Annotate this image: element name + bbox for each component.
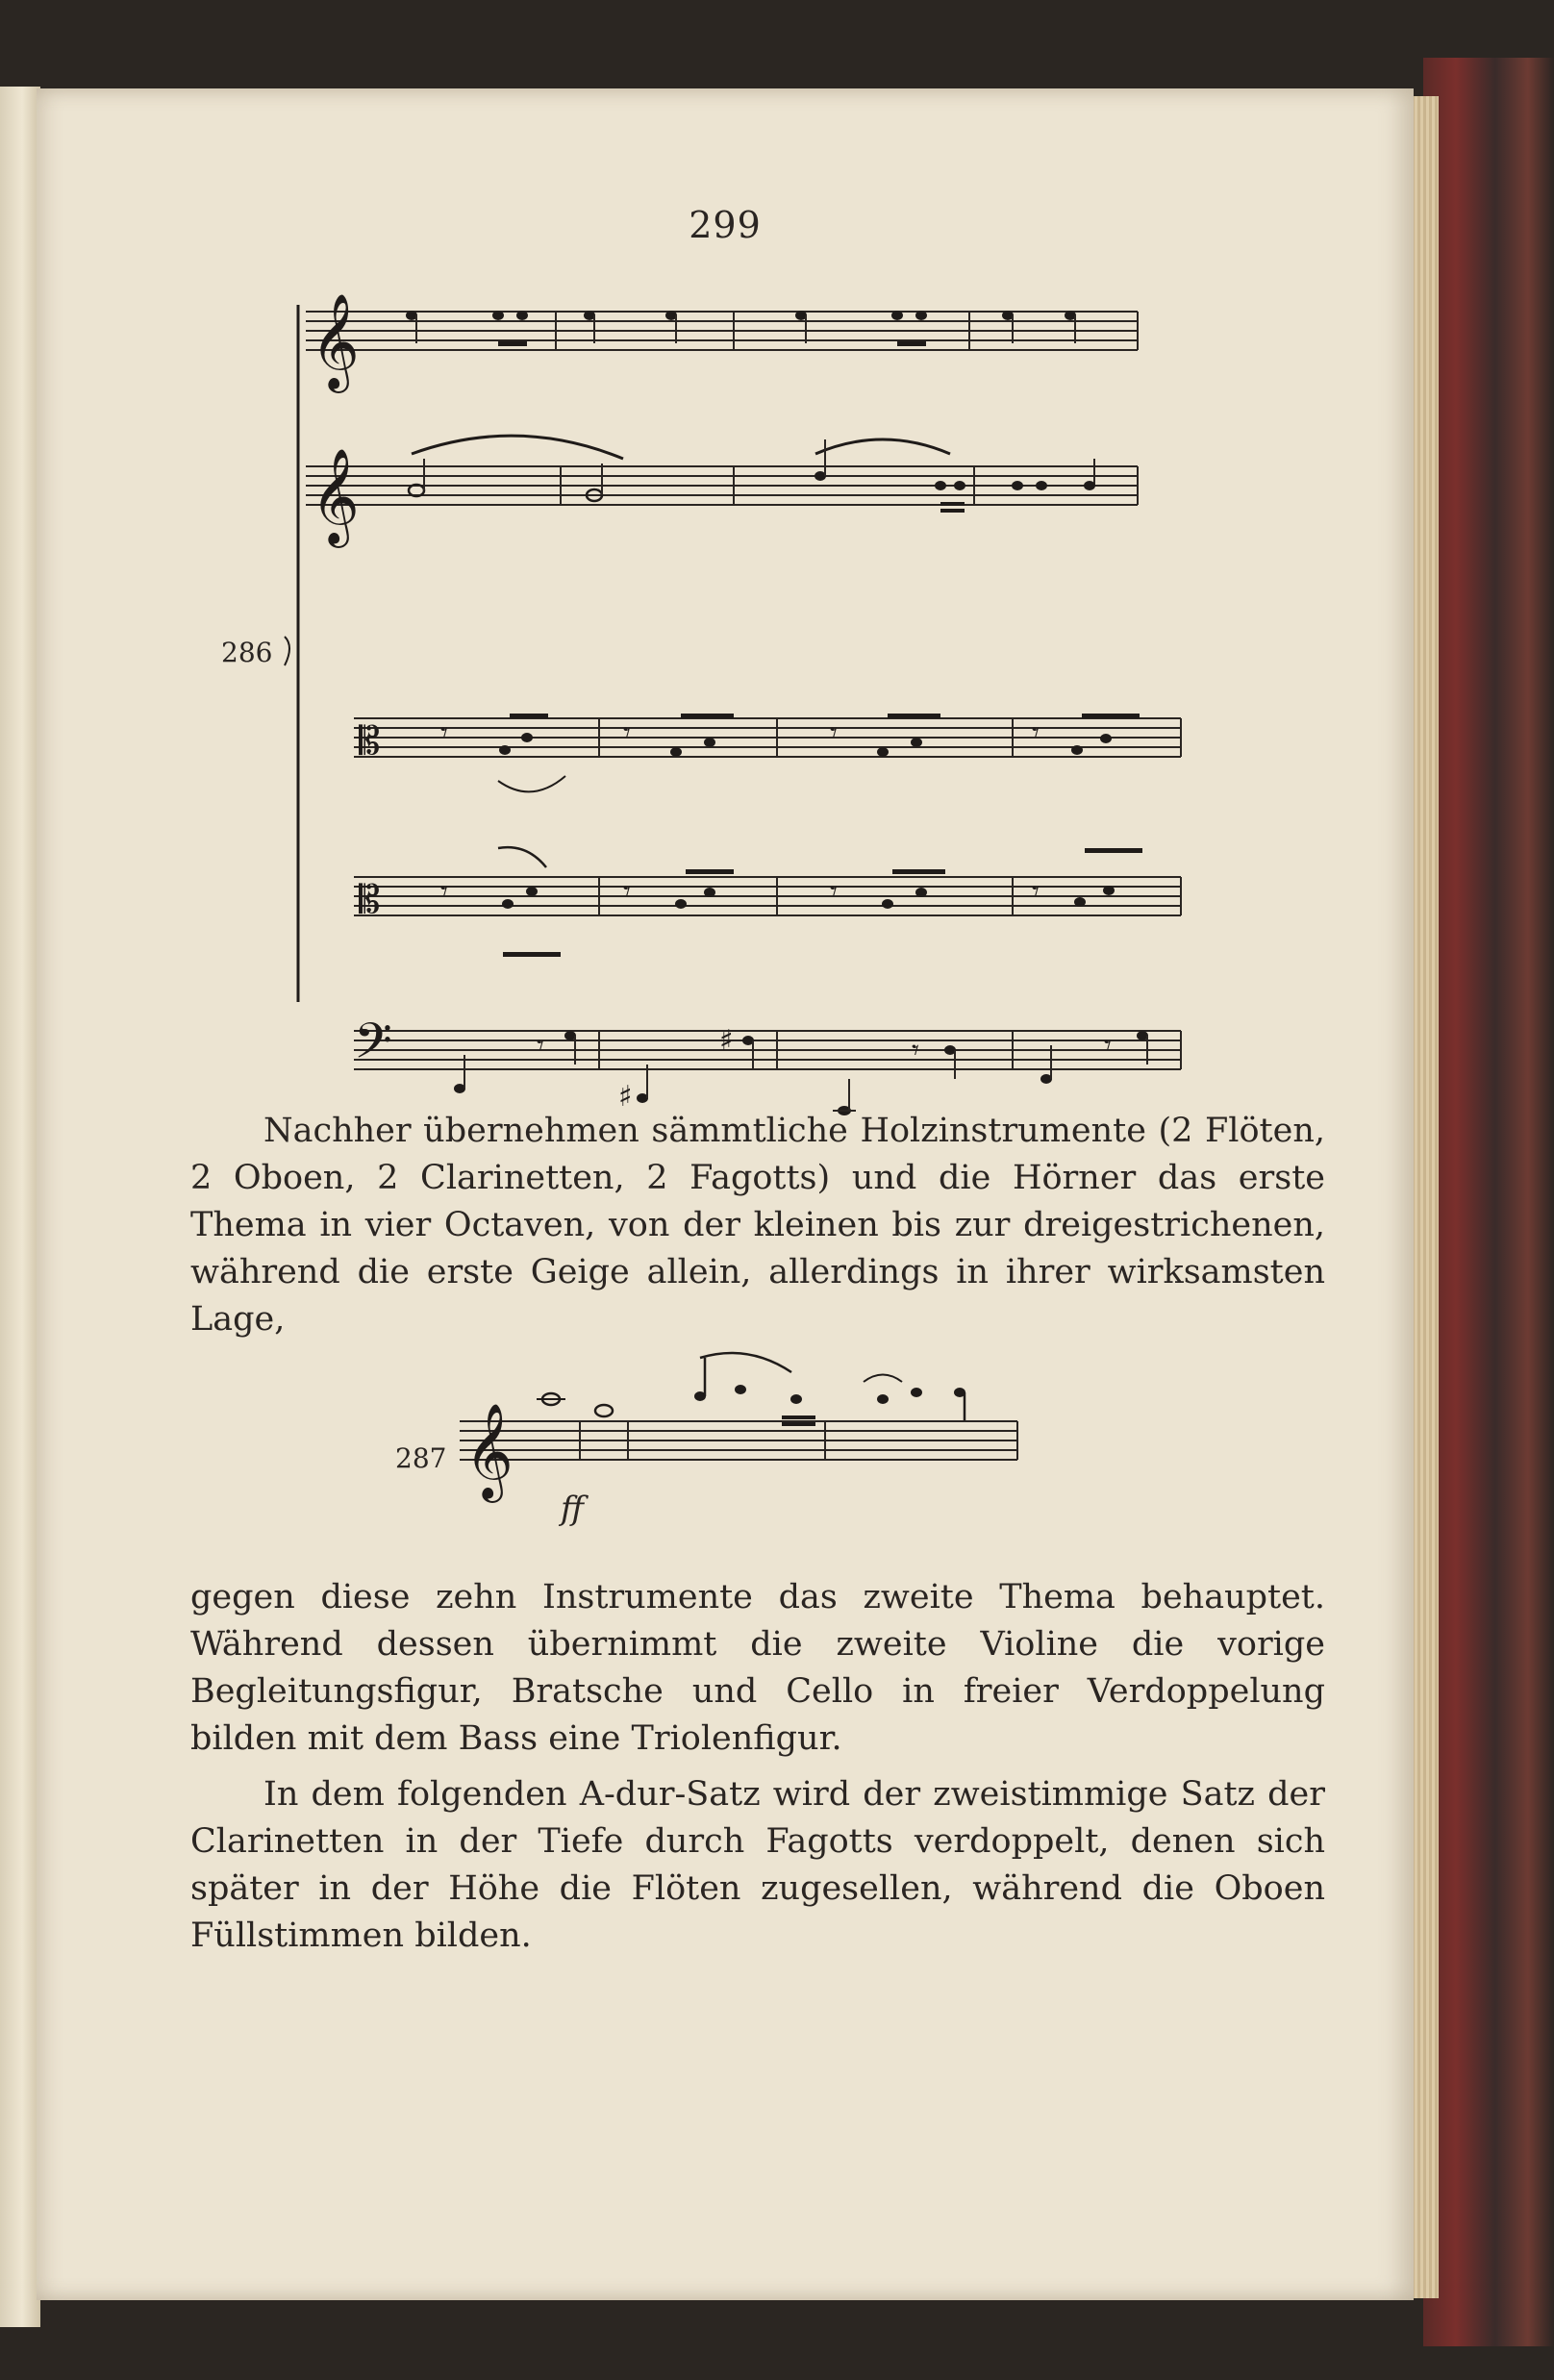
book-spine [1423,58,1554,2346]
svg-text:𝄾: 𝄾 [440,716,448,750]
svg-text:𝄞: 𝄞 [311,293,360,389]
svg-text:𝄾: 𝄾 [912,1034,919,1067]
staff-287 [460,1421,1017,1460]
svg-text:𝄾: 𝄾 [1032,875,1040,909]
svg-text:𝄾: 𝄾 [1032,716,1040,750]
svg-text:𝄡: 𝄡 [359,878,381,922]
svg-text:♯: ♯ [719,1024,734,1058]
dynamic-marking: ff [561,1490,585,1528]
svg-text:𝄾: 𝄾 [1104,1029,1112,1063]
left-page-edge [0,87,40,2327]
svg-text:𝄡: 𝄡 [359,719,381,764]
svg-text:𝄞: 𝄞 [311,448,360,544]
svg-text:𝄾: 𝄾 [440,875,448,909]
page-number: 299 [689,204,762,246]
svg-text:𝄾: 𝄾 [830,716,838,750]
paragraph-1: Nachher übernehmen sämmtliche Holzinstrumente (2 Flöten, 2 Oboen, 2 Clarinetten, 2 Fagotts) und die Hörner das erste Thema in vier Octaven, von der kleinen bis zur dreigestrichenen, während die erste Geige allein, allerdings in ihrer wirksamsten Lage, [190,1112,1325,1339]
music-example-287 [37,88,1414,1627]
example-label-286: 286 [221,637,273,668]
svg-text:𝄢: 𝄢 [354,1012,392,1082]
svg-text:𝄾: 𝄾 [623,716,631,750]
svg-text:𝄞: 𝄞 [464,1403,514,1499]
svg-text:♯: ♯ [618,1080,633,1114]
paragraph-3: In dem folgenden A-dur-Satz wird der zweistimmige Satz der Clarinetten in der Tiefe durch Fagotts verdoppelt, denen sich später in der Höhe die Flöten zugesellen, während die Oboen Füllstimmen bilden. [190,1775,1325,1955]
example-label-287: 287 [395,1442,447,1474]
svg-text:𝄾: 𝄾 [623,875,631,909]
paragraph-2: gegen diese zehn Instrumente das zweite Thema behauptet. Während dessen übernimmt die zweite Violine die vorige Begleitungsfigur, Bratsche und Cello in freier Verdoppelung bilden mit dem Bass eine Triolenfigur. [190,1578,1325,1758]
svg-text:𝄾: 𝄾 [830,875,838,909]
book-page [37,88,1414,2300]
svg-text:𝄾: 𝄾 [537,1029,544,1063]
